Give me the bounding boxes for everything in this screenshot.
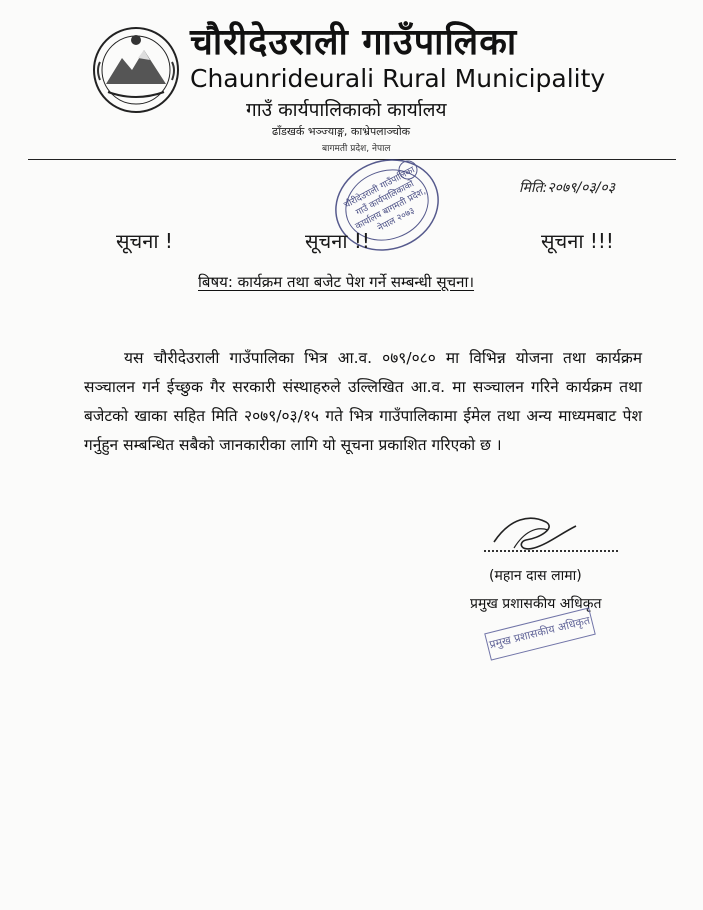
municipality-emblem-icon xyxy=(88,22,184,118)
notice-heading-center: सूचना !! xyxy=(305,229,370,253)
office-address: ढाँडखर्क भञ्ज्याङ्ग, काभ्रेपलाञ्चोक xyxy=(272,125,411,138)
municipality-title-nepali: चौरीदेउराली गाउँपालिका xyxy=(190,22,518,63)
letter-date: मिति:२०७९/०३/०३ xyxy=(519,180,615,196)
signer-designation: प्रमुख प्रशासकीय अधिकृत xyxy=(470,596,602,612)
office-province: बागमती प्रदेश, नेपाल xyxy=(322,144,391,154)
notice-heading-left: सूचना ! xyxy=(116,229,173,253)
signature-line xyxy=(484,550,618,552)
designation-stamp: प्रमुख प्रशासकीय अधिकृत xyxy=(484,607,596,660)
notice-heading-right: सूचना !!! xyxy=(541,229,614,253)
signer-name: (महान दास लामा) xyxy=(489,568,582,584)
municipality-title-english: Chaunrideurali Rural Municipality xyxy=(190,64,606,93)
letter-subject: बिषय: कार्यक्रम तथा बजेट पेश गर्ने सम्बन्धी सूचना। xyxy=(198,273,475,291)
office-name: गाउँ कार्यपालिकाको कार्यालय xyxy=(246,99,447,121)
letter-body: यस चौरीदेउराली गाउँपालिका भित्र आ.व. ०७९/०८० मा विभिन्न योजना तथा कार्यक्रम सञ्चालन गर्न ईच्छुक गैर सरकारी संस्थाहरुले उल्लिखित आ.व. मा सञ्चालन गरिने कार्यक्रम तथा बजेटको खाका सहित मिति २०७९/०३/१५ गते भित्र गाउँपालिकामा ईमेल तथा अन्य माध्यमबाट पेश गर्नुहुन सम्बन्धित सबैको जानकारीका लागि यो सूचना प्रकाशित गरिएको छ । xyxy=(84,349,642,454)
seal-text: चौरीदेउराली गाउँपालिका गाउँ कार्यपालिकाको कार्यालय बागमती प्रदेश, नेपाल २०७३ xyxy=(342,165,428,234)
